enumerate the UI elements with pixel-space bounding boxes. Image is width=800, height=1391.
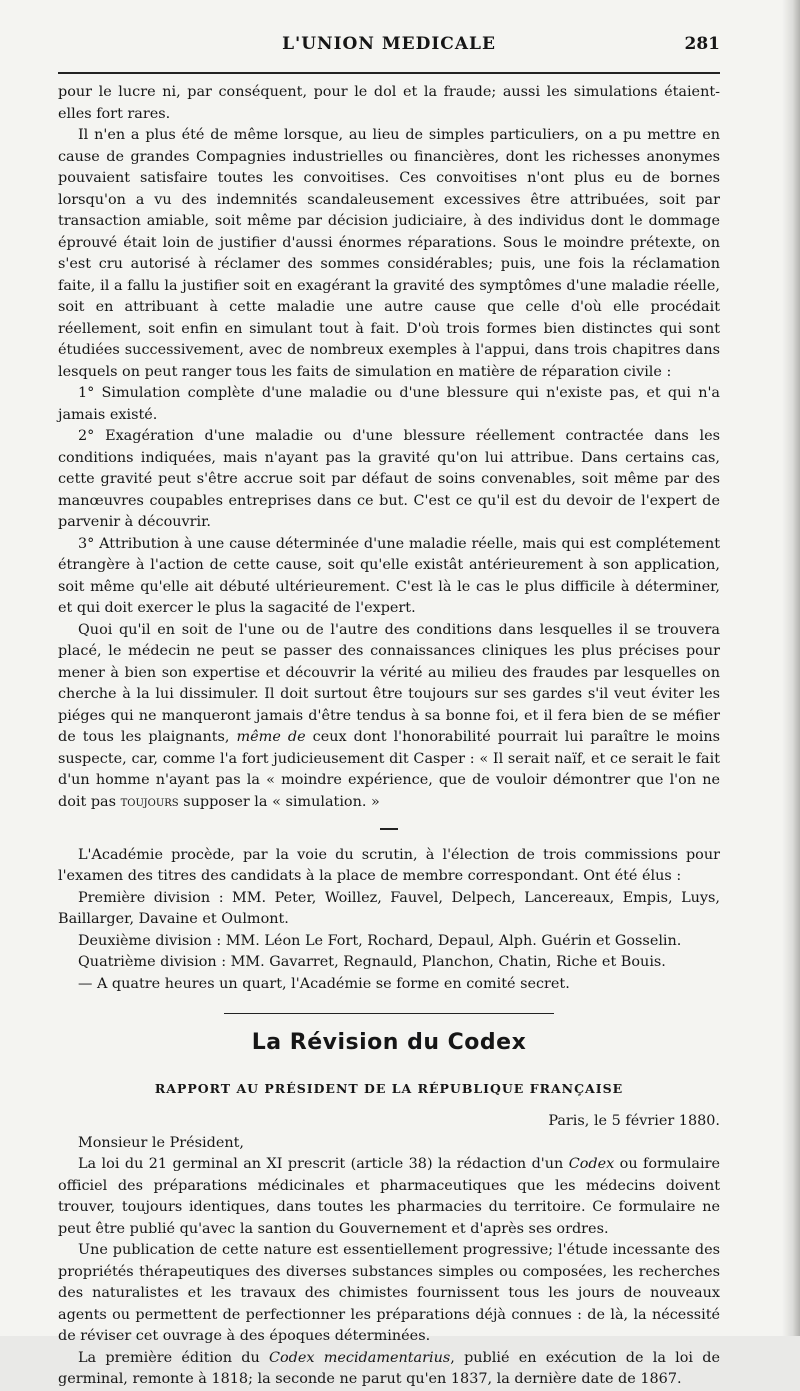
separator-dash [58,819,720,841]
header-rule [58,72,720,74]
section-title: La Révision du Codex [251,1030,527,1055]
paragraph: Une publication de cette nature est essentiellement progressive; l'étude incessante des propriétés thérapeutiques des diverses substances simples ou composées, les recherches des naturalistes et les travaux des chimistes fournissent tous les jours de nouveaux agents ou permettent de perfectionner les préparations déjà connues : de là, la nécessité de réviser cet ouvrage à des époques déterminées. [58,1242,720,1344]
italic-text: Codex [568,1156,615,1172]
italic-text: Codex mecidamentarius [268,1349,451,1366]
list-item: 2° Exagération d'une maladie ou d'une blessure réellement contractée dans les conditions indiquées, mais n'ayant pas la gravité qu'on lui attribue. Dans certains cas, cette gravité peut s'être accrue soit par défaut de soins convenables, soit même par des manœuvres coupables entreprises dans ce but. C'est ce qu'il est du devoir de l'expert de parvenir à découvrir. [58,428,720,530]
paragraph [58,1348,720,1391]
paragraph: Il n'en a plus été de même lorsque, au lieu de simples particuliers, on a pu mettre en cause de grandes Compagnies industrielles ou financières, dont les richesses anonymes pouvaient satisfaire toutes les convoitises. Ces convoitises n'ont plus eu de bornes lorsqu'on a vu des indemnités scandaleusement excessives être attribuées, soit par transaction amiable, soit même par décision judiciaire, à des individus dont le dommage éprouvé était loin de justifier d'aussi énormes réparations. Sous le moindre prétexte, on s'est cru autorisé à réclamer des sommes considérables; puis, une fois la réclamation faite, il a fallu la justifier soit en exagérant la gravité des symptômes d'une maladie réelle, soit en attribuant à cette maladie une autre cause que celle d'où elle procédait réellement, soit enfin en simulant tout à fait. D'où trois formes bien distinctes qui sont étudiées successivement, avec de nombreux exemples à l'appui, dans trois chapitres dans lesquels on peut ranger tous les faits de simulation en matière de réparation civile : [58,127,720,380]
text-run: , publié en exécution de la loi de germinal, remonte à 1818; la seconde ne parut qu'en 1837, la dernière date de 1867. [58,1349,720,1387]
list-item: 3° Attribution à une cause déterminée d'une maladie réelle, mais qui est complétement étrangère à l'action de cette cause, soit qu'elle existât antérieurement à son application, soit même qu'elle ait débuté ultérieurement. C'est là le cas le plus difficile à déterminer, et qui doit exercer le plus la sagacité de l'expert. [58,535,720,616]
paragraph: Première division : MM. Peter, Woillez, Fauvel, Delpech, Lancereaux, Empis, Luys, Baillarger, Davaine et Oulmont. [58,889,720,927]
section-subhead: RAPPORT AU PRÉSIDENT DE LA RÉPUBLIQUE FRANÇAISE [154,1080,624,1096]
article-body [58,82,720,1391]
text-run: supposer la « simulation. » [178,793,380,810]
paragraph [58,1154,720,1240]
dateline: Paris, le 5 février 1880. [548,1113,720,1129]
section-divider [224,1013,554,1014]
text-run: La loi du 21 germinal an XI prescrit (article 38) la rédaction d'un [78,1156,569,1172]
paragraph: Quatrième division : MM. Gavarret, Regnauld, Planchon, Chatin, Riche et Bouis. [78,954,666,970]
paragraph: Deuxième division : MM. Léon Le Fort, Rochard, Depaul, Alph. Guérin et Gosselin. [78,932,682,949]
running-head: L'UNION MEDICALE [282,34,496,54]
paragraph: pour le lucre ni, par conséquent, pour le dol et la fraude; aussi les simulations étaient-elles fort rares. [58,84,720,122]
text-run: Quoi qu'il en soit de l'une ou de l'autre des conditions dans lesquelles il se trouvera placé, le médecin ne peut se passer des connaissances cliniques les plus précises pour mener à bien son expertise et découvrir la vérité au milieu des fraudes par lesquelles on cherche à la lui dissimuler. Il doit surtout être toujours sur ses gardes s'il veut éviter les piéges qui ne manqueront jamais d'être tendus à sa bonne foi, et il fera bien de se méfier de tous les plaignants, [58,621,720,745]
paragraph: — A quatre heures un quart, l'Académie se forme en comité secret. [78,975,570,992]
page-gutter-shadow [782,0,800,1336]
paragraph: L'Académie procède, par la voie du scrutin, à l'élection de trois commissions pour l'examen des titres des candidats à la place de membre correspondant. Ont été élus : [58,846,720,884]
text-run: ceux dont l'honorabilité pourrait lui paraître le moins suspecte, car, comme l'a fort judicieusement dit Casper : « Il serait naïf, et ce serait le fait d'un homme n'ayant pas la « moindre expérience, que de vouloir démontrer que l'on ne doit pas [58,729,720,810]
list-item: 1° Simulation complète d'une maladie ou d'une blessure qui n'existe pas, et qui n'a jamais existé. [58,385,720,423]
paragraph [58,620,720,814]
text-run: La première édition du [78,1349,269,1366]
italic-text: même de [236,729,306,745]
page-header [58,34,720,60]
salutation: Monsieur le Président, [78,1134,245,1151]
text-run: ou formulaire officiel des préparations médicinales et pharmaceutiques que les médecins doivent trouver, toujours identiques, dans toutes les pharmacies du territoire. Ce formulaire ne peut être publié qu'avec la santion du Gouvernement et d'après ses ordres. [58,1156,720,1237]
smallcaps-text: toujours [120,793,179,810]
page-number: 281 [684,34,720,54]
